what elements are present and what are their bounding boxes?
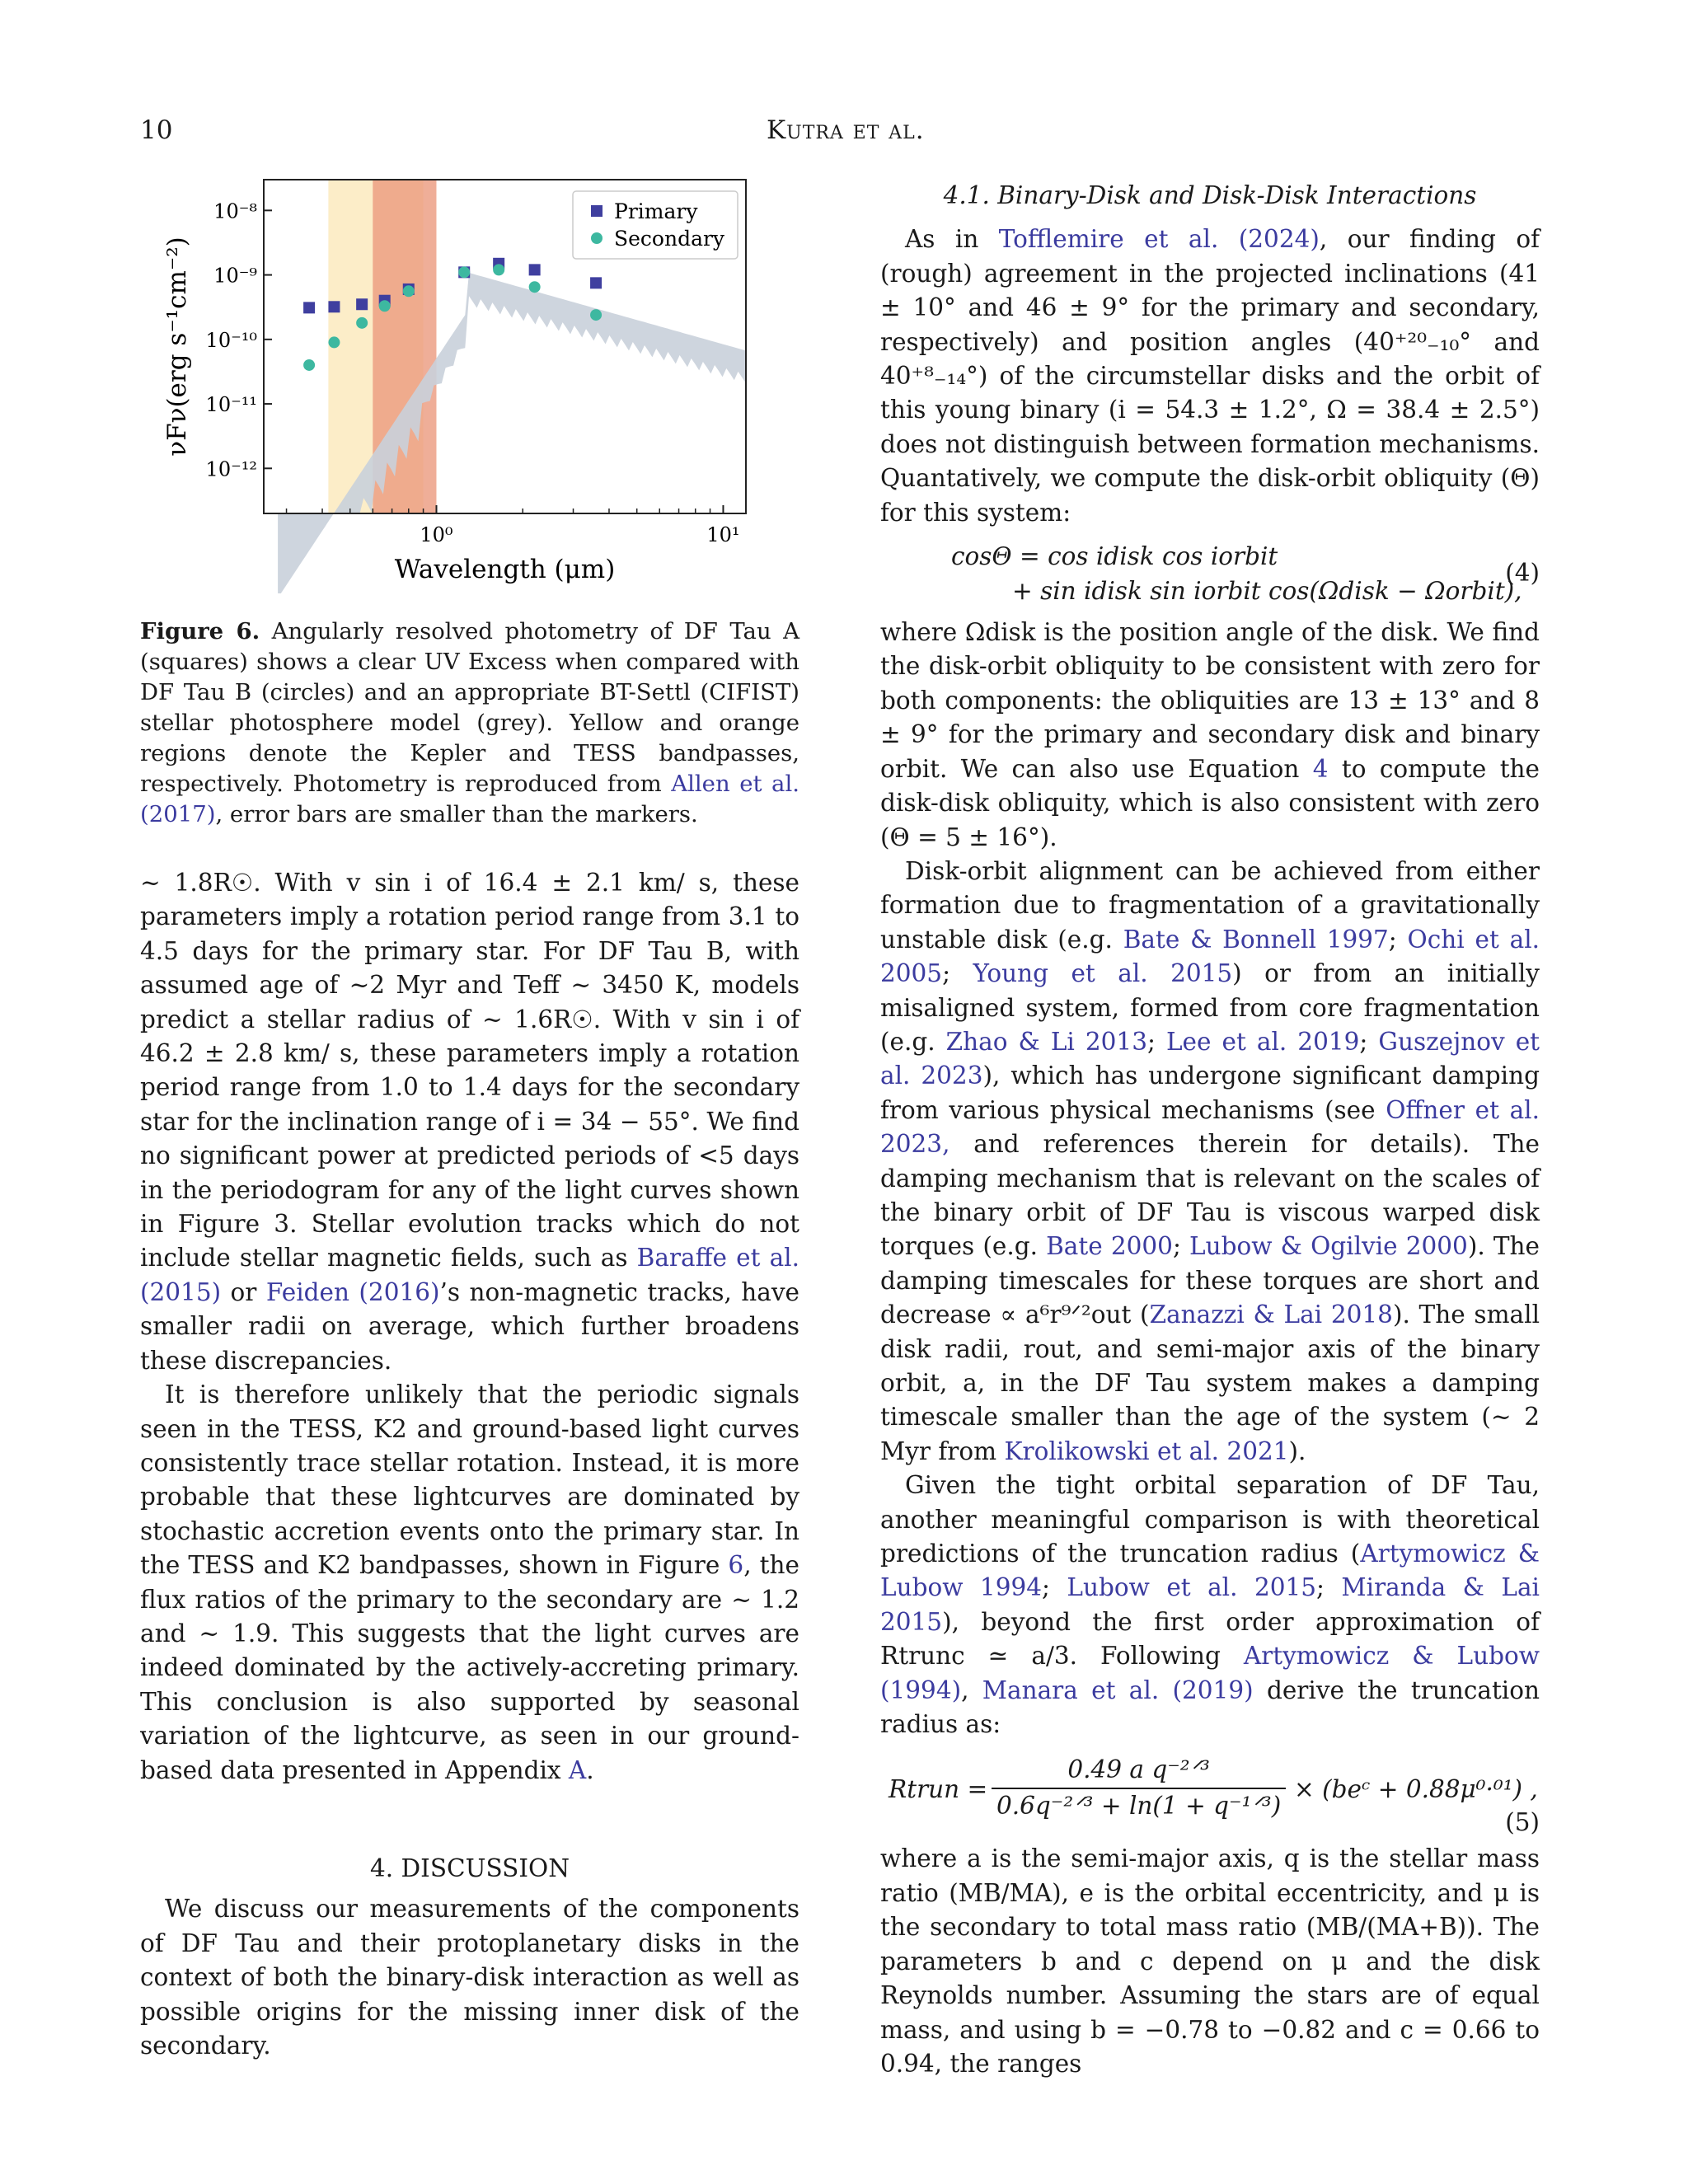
paragraph: Disk-orbit alignment can be achieved from either formation due to fragmentation of a gravitationally unstable disk (e.g. Bate & Bonnell 1997; Ochi et al. 2005; Young et al. 2015) or from an initially misaligned system, formed from core fragmentation (e.g. Zhao & Li 2013; Lee et al. 2019; Guszejnov et al. 2023), which has undergone significant damping from various physical mechanisms (see Offner et al. 2023, and references therein for details). The damping mechanism that is relevant on the scales of the binary orbit of DF Tau is viscous warped disk torques (e.g. Bate 2000; Lubow & Ogilvie 2000). The damping timescales for these torques are short and decrease ∝ a⁶r⁹ᐟ²out (Zanazzi & Lai 2018). The small disk radii, rout, and semi-major axis of the binary orbit, a, in the DF Tau system makes a damping timescale smaller than the age of the system (∼ 2 Myr from Krolikowski et al. 2021). xyxy=(880,856,1540,1465)
secondary-point xyxy=(493,264,504,275)
citation-link[interactable]: Manara et al. (2019) xyxy=(982,1675,1254,1704)
paragraph: where Ωdisk is the position angle of the disk. We find the disk-orbit obliquity to be consistent with zero for both components: the obliquities are 13 ± 13° and 8 ± 9° for the primary and secondary disk and binary orbit. We can also use Equation 4 to compute the disk-disk obliquity, which is also consistent with zero (Θ = 5 ± 16°). xyxy=(880,618,1540,851)
citation-link[interactable]: Baraffe et al. (2015) xyxy=(140,1244,799,1306)
paragraph: It is therefore unlikely that the periodic signals seen in the TESS, K2 and ground-based light curves consistently trace stellar rotation. Instead, it is more probable that these lightcurves are dominated by stochastic accretion events onto the primary star. In the TESS and K2 bandpasses, shown in Figure 6, the flux ratios of the primary to the secondary are ∼ 1.2 and ∼ 1.9. This suggests that the light curves are indeed dominated by the actively-accreting primary. This conclusion is also supported by seasonal variation of the lightcurve, as seen in our ground-based data presented in Appendix A. xyxy=(140,1380,799,1784)
legend-marker xyxy=(591,232,603,244)
primary-point xyxy=(590,277,602,288)
citation-link[interactable]: Miranda & Lai 2015 xyxy=(880,1573,1540,1636)
citation-link[interactable]: Feiden (2016) xyxy=(265,1277,440,1306)
citation-link[interactable]: Bate & Bonnell 1997 xyxy=(1123,925,1389,954)
primary-point xyxy=(529,264,541,275)
citation-link[interactable]: Guszejnov et al. 2023 xyxy=(880,1027,1540,1090)
citation-link[interactable]: Zanazzi & Lai 2018 xyxy=(1149,1301,1393,1329)
equation-number: (5) xyxy=(1505,1808,1540,1837)
running-title: Kutra et al. xyxy=(767,115,925,145)
x-tick-label: 10¹ xyxy=(706,523,740,546)
citation-link[interactable]: Artymowicz & Lubow 1994 xyxy=(880,1540,1540,1602)
y-tick-label: 10⁻¹⁰ xyxy=(205,328,257,352)
primary-point xyxy=(328,301,340,312)
equation-number: (4) xyxy=(1505,559,1540,588)
y-tick-label: 10⁻⁹ xyxy=(213,264,257,288)
left-column xyxy=(140,866,799,2063)
right-column xyxy=(880,179,1540,2081)
primary-point xyxy=(356,298,368,310)
citation-link[interactable]: Ochi et al. 2005 xyxy=(880,925,1540,988)
y-tick-label: 10⁻¹¹ xyxy=(205,393,257,417)
figure-caption: Figure 6. Angularly resolved photometry of DF Tau A (squares) shows a clear UV Excess when compared with DF Tau B (circles) and an appropriate BT-Settl (CIFIST) stellar photosphere model (grey). Yellow and orange regions denote the Kepler and TESS bandpasses, respectively. Photometry is reproduced from Allen et al. (2017), error bars are smaller than the markers. xyxy=(140,618,799,827)
citation-link[interactable]: Zhao & Li 2013 xyxy=(945,1027,1147,1056)
x-axis-label: Wavelength (μm) xyxy=(394,555,616,584)
subsection-heading: 4.1. Binary-Disk and Disk-Disk Interactions xyxy=(943,181,1477,209)
figure-ref-link[interactable]: 6 xyxy=(728,1551,744,1580)
legend xyxy=(573,191,738,259)
citation-link[interactable]: Bate 2000 xyxy=(1046,1232,1173,1261)
y-tick-label: 10⁻¹² xyxy=(205,457,257,481)
equation-ref-link[interactable]: 4 xyxy=(1312,754,1329,783)
page-number: 10 xyxy=(140,115,173,145)
paragraph: Given the tight orbital separation of DF Tau, another meaningful comparison is with theoretical predictions of the truncation radius (Artymowicz & Lubow 1994; Lubow et al. 2015; Miranda & Lai 2015), beyond the first order approximation of Rtrunc ≃ a/3. Following Artymowicz & Lubow (1994), Manara et al. (2019) derive the truncation radius as: xyxy=(880,1471,1540,1739)
secondary-point xyxy=(529,281,541,293)
section-heading: 4. DISCUSSION xyxy=(369,1854,570,1882)
paragraph: As in Tofflemire et al. (2024), our finding of (rough) agreement in the projected inclinations (41 ± 10° and 46 ± 9° for the primary and secondary, respectively) and position angles (40⁺²⁰₋₁₀° and 40⁺⁸₋₁₄°) of the circumstellar disks and the orbit of this young binary (i = 54.3 ± 1.2°, Ω = 38.4 ± 2.5°) does not distinguish between formation mechanisms. Quantatively, we compute the disk-orbit obliquity (Θ) for this system: xyxy=(880,225,1540,527)
citation-link[interactable]: Offner et al. 2023, xyxy=(880,1095,1540,1159)
legend-marker xyxy=(591,205,603,217)
secondary-point xyxy=(356,317,368,329)
sed-figure xyxy=(157,165,799,593)
citation-link[interactable]: Young et al. 2015 xyxy=(973,959,1233,988)
citation-link[interactable]: Artymowicz & Lubow (1994) xyxy=(880,1642,1540,1704)
y-axis-label: νFν(erg s⁻¹cm⁻²) xyxy=(162,237,192,457)
secondary-point xyxy=(458,266,470,278)
secondary-point xyxy=(303,359,315,371)
paragraph: ∼ 1.8R☉. With v sin i of 16.4 ± 2.1 km/ s, these parameters imply a rotation period range from 3.1 to 4.5 days for the primary star. For DF Tau B, with assumed age of ∼2 Myr and Teff ∼ 3450 K, models predict a stellar radius of ∼ 1.6R☉. With v sin i of 46.2 ± 2.8 km/ s, these parameters imply a rotation period range from 1.0 to 1.4 days for the secondary star for the inclination range of i = 34 − 55°. We find no significant power at predicted periods of <5 days in the periodogram for any of the light curves shown in Figure 3. Stellar evolution tracks which do not include stellar magnetic fields, such as Baraffe et al. (2015) or Feiden (2016)’s non-magnetic tracks, have smaller radii on average, which further broadens these discrepancies. xyxy=(140,869,799,1375)
citation-link[interactable]: Lubow et al. 2015 xyxy=(1067,1573,1317,1602)
paragraph: where a is the semi-major axis, q is the stellar mass ratio (MB/MA), e is the orbital eccentricity, and μ is the secondary to total mass ratio (MB/(MA+B)). The parameters b and c depend on μ and the disk Reynolds number. Assuming the stars are of equal mass, and using b = −0.78 to −0.82 and c = 0.66 to 0.94, the ranges xyxy=(880,1844,1540,2078)
legend-label: Primary xyxy=(614,199,698,223)
x-tick-label: 10⁰ xyxy=(420,523,453,546)
secondary-point xyxy=(328,336,340,348)
secondary-point xyxy=(590,309,602,321)
y-tick-label: 10⁻⁸ xyxy=(213,199,257,223)
citation-link[interactable]: Allen et al. (2017) xyxy=(140,771,799,827)
primary-point xyxy=(303,302,315,313)
equation-4: cosΘ = cos idisk cos iorbit + sin idisk sin iorbit cos(Ωdisk − Ωorbit), (4) xyxy=(951,542,1540,606)
citation-link[interactable]: Lubow & Ogilvie 2000 xyxy=(1189,1232,1468,1261)
secondary-point xyxy=(379,300,391,312)
figure-label: Figure 6. xyxy=(140,618,260,644)
appendix-link[interactable]: A xyxy=(568,1755,587,1784)
citation-link[interactable]: Tofflemire et al. (2024) xyxy=(998,225,1320,254)
secondary-point xyxy=(403,285,415,297)
citation-link[interactable]: Lee et al. 2019 xyxy=(1165,1027,1360,1056)
equation-5: Rtrun = 0.49 a q⁻²ᐟ³ 0.6q⁻²ᐟ³ + ln(1 + q⁻¹ᐟ³) × (beᶜ + 0.88μ⁰·⁰¹) , (5) xyxy=(880,1753,1540,1839)
citation-link[interactable]: Krolikowski et al. 2021 xyxy=(1004,1436,1289,1465)
legend-label: Secondary xyxy=(614,227,725,251)
paragraph: We discuss our measurements of the components of DF Tau and their protoplanetary disks in the context of both the binary-disk interaction as well as possible origins for the missing inner disk of the secondary. xyxy=(140,1895,799,2060)
